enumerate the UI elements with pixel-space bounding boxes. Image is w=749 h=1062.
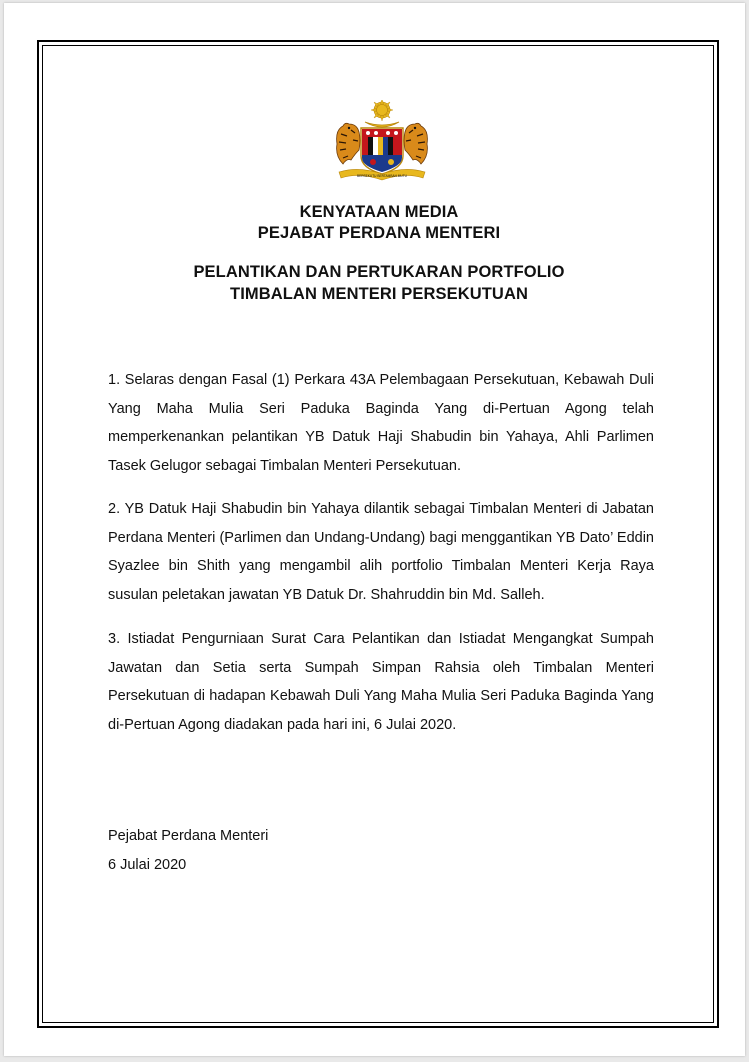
signoff-office: Pejabat Perdana Menteri	[108, 828, 269, 844]
document-title: KENYATAAN MEDIA	[299, 203, 459, 221]
document-page	[4, 3, 745, 1056]
malaysia-coat-of-arms-icon	[329, 100, 435, 182]
issuing-office: PEJABAT PERDANA MENTERI	[257, 224, 501, 242]
subject-line-1: PELANTIKAN DAN PERTUKARAN PORTFOLIO	[193, 263, 565, 281]
paragraph-1: 1. Selaras dengan Fasal (1) Perkara 43A Pelembagaan Persekutuan, Kebawah Duli Yang Maha Mulia Seri Paduka Baginda Yang di-Pertuan Agong telah memperkenankan pelantikan YB Datuk Haji Shabudin bin Yahaya, Ahli Parlimen Tasek Gelugor sebagai Timbalan Menteri Persekutuan.	[108, 372, 654, 474]
paragraph-2: 2. YB Datuk Haji Shabudin bin Yahaya dilantik sebagai Timbalan Menteri di Jabatan Perdana Menteri (Parlimen dan Undang-Undang) bagi menggantikan YB Dato’ Eddin Syazlee bin Shith yang mengambil alih portfolio Timbalan Menteri Kerja Raya susulan peletakan jawatan YB Datuk Dr. Shahruddin bin Md. Salleh.	[108, 501, 654, 603]
signoff-date: 6 Julai 2020	[108, 857, 187, 873]
subject-line-2: TIMBALAN MENTERI PERSEKUTUAN	[230, 285, 528, 303]
crest-motto: BERSEKUTU BERTAMBAH MUTU	[356, 174, 408, 178]
paragraph-3: 3. Istiadat Pengurniaan Surat Cara Pelantikan dan Istiadat Mengangkat Sumpah Jawatan dan Setia serta Sumpah Simpan Rahsia oleh Timbalan Menteri Persekutuan di hadapan Kebawah Duli Yang Maha Mulia Seri Paduka Baginda Yang di-Pertuan Agong diadakan pada hari ini, 6 Julai 2020.	[108, 631, 654, 733]
